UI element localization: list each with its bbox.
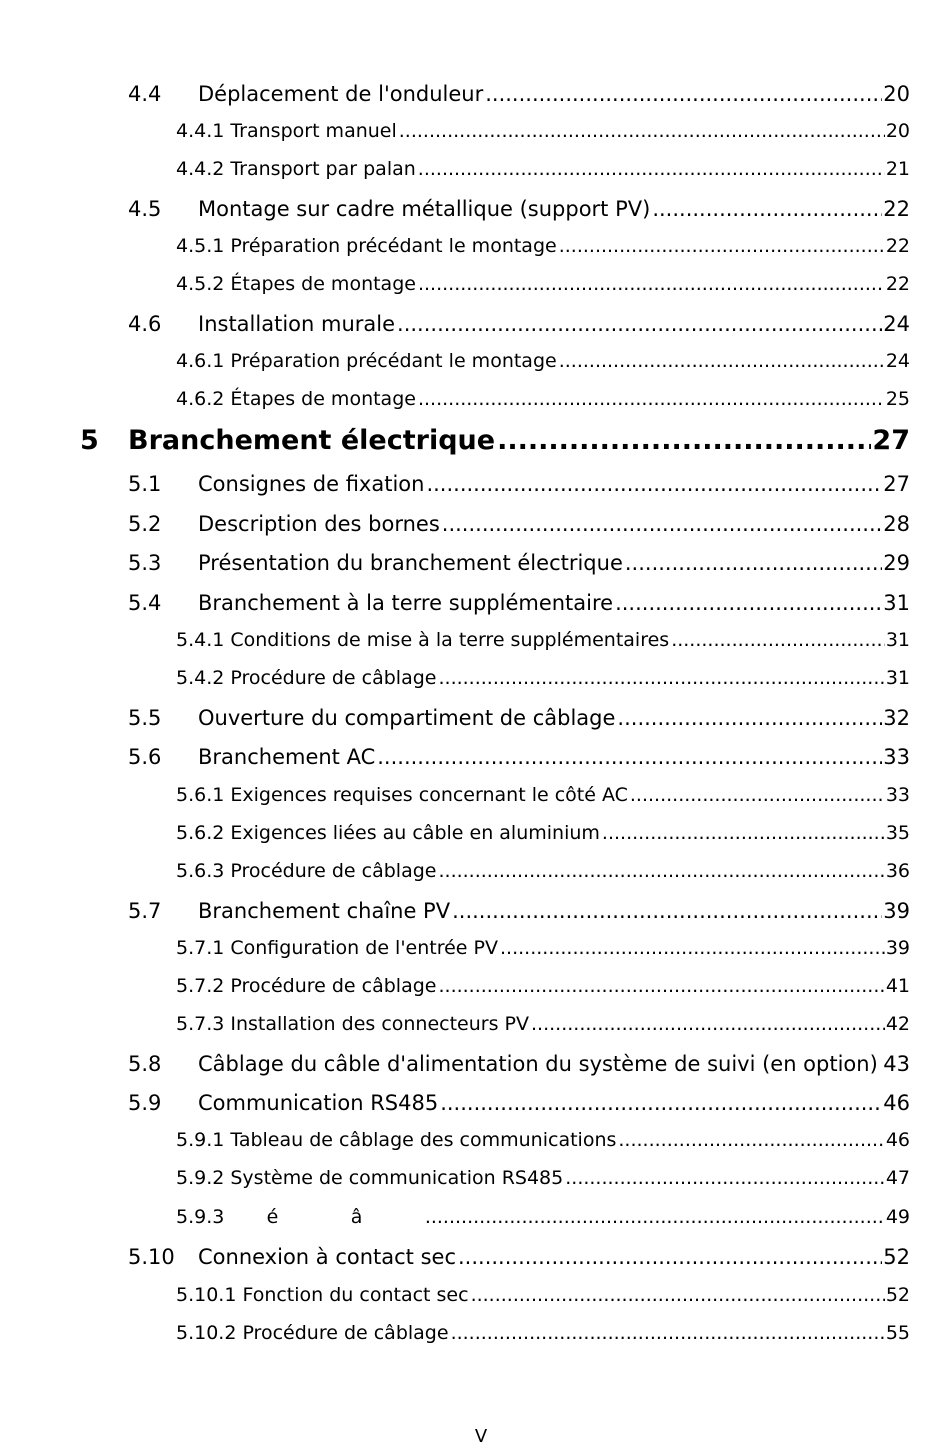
- toc-entry-title: Étapes de montage: [230, 273, 416, 295]
- toc-entry-title: Montage sur cadre métallique (support PV): [198, 197, 651, 221]
- toc-entry[interactable]: [176, 275, 910, 294]
- toc-entry-page: 22: [885, 273, 910, 295]
- toc-entry-number: 5.9.3: [176, 1206, 225, 1228]
- toc-entry-number: 5.10.2: [176, 1322, 237, 1344]
- toc-entry-title: Installation des connecteurs PV: [230, 1013, 529, 1035]
- toc-entry[interactable]: [128, 708, 910, 729]
- toc-dot-leader: [497, 427, 871, 454]
- toc-dot-leader: [602, 824, 885, 843]
- toc-entry-page: 27: [883, 472, 910, 496]
- toc-entry-page: 42: [885, 1013, 910, 1035]
- toc-entry[interactable]: [128, 747, 910, 768]
- toc-dot-leader: [438, 977, 884, 996]
- toc-entry[interactable]: [176, 786, 910, 805]
- toc-entry-number: 4.5: [128, 197, 162, 221]
- toc-entry-number: 5.7.3: [176, 1013, 225, 1035]
- toc-entry-page: 31: [885, 629, 910, 651]
- toc-entry-page: 43: [883, 1052, 910, 1076]
- toc-entry-number: 5.2: [128, 512, 162, 536]
- toc-entry-title: Câblage du câble d'alimentation du système de suivi (en option): [198, 1052, 878, 1076]
- toc-entry-number: 5.6.3: [176, 860, 225, 882]
- toc-entry-number: 5.6.2: [176, 822, 225, 844]
- toc-entry-number: 4.4.2: [176, 158, 225, 180]
- toc-entry[interactable]: [176, 939, 910, 958]
- toc-entry[interactable]: [128, 199, 910, 220]
- toc-entry-number: 5.3: [128, 551, 162, 575]
- toc-entry-page: 28: [883, 512, 910, 536]
- toc-dot-leader: [500, 939, 885, 958]
- toc-entry-number: 4.6.2: [176, 388, 225, 410]
- toc-entry-title: Branchement électrique: [128, 425, 496, 456]
- toc-entry[interactable]: [128, 553, 910, 574]
- toc-entry[interactable]: [80, 427, 910, 454]
- toc-entry-title: é â: [230, 1206, 423, 1228]
- toc-entry-title: Branchement AC: [198, 745, 376, 769]
- toc-entry-title: Procédure de câblage: [230, 860, 437, 882]
- toc-dot-leader: [531, 1015, 885, 1034]
- toc-entry-number: 4.4.1: [176, 120, 225, 142]
- toc-entry-number: 5.1: [128, 472, 162, 496]
- toc-entry-title: Préparation précédant le montage: [230, 350, 557, 372]
- toc-entry-title: Préparation précédant le montage: [230, 235, 557, 257]
- toc-entry-title: Exigences liées au câble en aluminium: [230, 822, 600, 844]
- toc-dot-leader: [485, 84, 882, 105]
- toc-entry-title: Consignes de fixation: [198, 472, 425, 496]
- toc-entry-number: 4.6: [128, 312, 162, 336]
- toc-entry-title: Présentation du branchement électrique: [198, 551, 623, 575]
- toc-dot-leader: [652, 199, 882, 220]
- toc-entry-title: Conditions de mise à la terre supplémentaires: [230, 629, 670, 651]
- toc-entry-title: Branchement chaîne PV: [198, 899, 451, 923]
- toc-entry-page: 20: [885, 120, 910, 142]
- toc-dot-leader: [618, 1131, 884, 1150]
- toc-dot-leader: [630, 786, 885, 805]
- toc-dot-leader: [399, 122, 885, 141]
- toc-entry-title: Transport par palan: [230, 158, 416, 180]
- toc-entry-number: 5.7.1: [176, 937, 225, 959]
- toc-entry-page: 33: [883, 745, 910, 769]
- toc-dot-leader: [880, 1054, 882, 1075]
- toc-dot-leader: [451, 1324, 885, 1343]
- toc-entry-page: 22: [883, 197, 910, 221]
- toc-entry-title: Procédure de câblage: [230, 975, 437, 997]
- toc-entry-page: 25: [885, 388, 910, 410]
- toc-entry[interactable]: [176, 977, 910, 996]
- toc-entry[interactable]: [128, 84, 910, 105]
- toc-dot-leader: [471, 1286, 885, 1305]
- toc-entry[interactable]: [176, 1131, 910, 1150]
- toc-entry-page: 24: [883, 312, 910, 336]
- toc-entry-page: 52: [883, 1245, 910, 1269]
- toc-entry-page: 52: [885, 1284, 910, 1306]
- toc-entry-page: 33: [885, 784, 910, 806]
- toc-entry-title: Système de communication RS485: [230, 1167, 564, 1189]
- toc-entry-number: 5.6.1: [176, 784, 225, 806]
- toc-entry[interactable]: [176, 1208, 910, 1227]
- toc-entry-title: Exigences requises concernant le côté AC: [230, 784, 628, 806]
- toc-entry[interactable]: [176, 862, 910, 881]
- toc-entry[interactable]: [176, 1015, 910, 1034]
- toc-dot-leader: [440, 1093, 882, 1114]
- toc-entry-page: 35: [885, 822, 910, 844]
- toc-entry-title: Déplacement de l'onduleur: [198, 82, 484, 106]
- toc-entry[interactable]: [176, 390, 910, 409]
- toc-entry[interactable]: [176, 1169, 910, 1188]
- toc-entry[interactable]: [176, 631, 910, 650]
- toc-entry-title: Ouverture du compartiment de câblage: [198, 706, 616, 730]
- toc-entry[interactable]: [176, 352, 910, 371]
- toc-entry-title: Tableau de câblage des communications: [230, 1129, 617, 1151]
- toc-entry[interactable]: [128, 474, 910, 495]
- toc-entry-title: Description des bornes: [198, 512, 440, 536]
- toc-entry-number: 5.10.1: [176, 1284, 237, 1306]
- toc-dot-leader: [418, 275, 885, 294]
- toc-entry-number: 5.4.1: [176, 629, 225, 651]
- toc-dot-leader: [438, 862, 884, 881]
- toc-entry-page: 29: [883, 551, 910, 575]
- toc-entry[interactable]: [176, 669, 910, 688]
- toc-entry-number: 5.5: [128, 706, 162, 730]
- toc-dot-leader: [617, 708, 882, 729]
- toc-entry-number: 5.7: [128, 899, 162, 923]
- toc-dot-leader: [425, 1208, 885, 1227]
- toc-dot-leader: [452, 901, 882, 922]
- toc-entry-title: Installation murale: [198, 312, 396, 336]
- toc-entry-page: 31: [883, 591, 910, 615]
- toc-dot-leader: [565, 1169, 885, 1188]
- toc-entry-page: 36: [885, 860, 910, 882]
- toc-dot-leader: [671, 631, 885, 650]
- toc-entry-number: 4.6.1: [176, 350, 225, 372]
- toc-entry-number: 5.8: [128, 1052, 162, 1076]
- toc-entry-number: 5: [80, 425, 99, 456]
- toc-entry[interactable]: [128, 314, 910, 335]
- toc-entry-number: 5.9: [128, 1091, 162, 1115]
- toc-entry-page: 32: [883, 706, 910, 730]
- toc-entry-page: 24: [885, 350, 910, 372]
- toc-entry-number: 4.5.2: [176, 273, 225, 295]
- toc-entry-number: 5.10: [128, 1245, 175, 1269]
- toc-entry-number: 5.4: [128, 591, 162, 615]
- toc-entry-title: Procédure de câblage: [242, 1322, 449, 1344]
- page-number: V: [474, 1426, 488, 1447]
- toc-dot-leader: [426, 474, 882, 495]
- toc-dot-leader: [377, 747, 882, 768]
- toc-entry-page: 39: [883, 899, 910, 923]
- toc-entry-number: 5.7.2: [176, 975, 225, 997]
- toc-entry-page: 41: [885, 975, 910, 997]
- toc-entry[interactable]: [128, 1093, 910, 1114]
- toc-entry-page: 46: [885, 1129, 910, 1151]
- toc-entry[interactable]: [128, 901, 910, 922]
- toc-entry-title: Transport manuel: [230, 120, 397, 142]
- toc-entry-page: 21: [885, 158, 910, 180]
- toc-entry[interactable]: [128, 514, 910, 535]
- toc-dot-leader: [418, 160, 885, 179]
- toc-entry-page: 20: [883, 82, 910, 106]
- toc-entry[interactable]: [176, 122, 910, 141]
- toc-entry-title: Connexion à contact sec: [198, 1245, 456, 1269]
- toc-dot-leader: [625, 553, 882, 574]
- toc-entry[interactable]: [128, 1054, 910, 1075]
- toc-entry[interactable]: [176, 1286, 910, 1305]
- toc-entry-number: 4.4: [128, 82, 162, 106]
- toc-dot-leader: [559, 352, 885, 371]
- toc-entry-page: 27: [872, 425, 910, 456]
- toc-dot-leader: [615, 593, 882, 614]
- toc-entry-page: 46: [883, 1091, 910, 1115]
- toc-entry-title: Fonction du contact sec: [242, 1284, 469, 1306]
- toc-entry[interactable]: [176, 237, 910, 256]
- toc-entry-page: 49: [885, 1206, 910, 1228]
- toc-entry-number: 5.9.1: [176, 1129, 225, 1151]
- toc-entry[interactable]: [176, 1324, 910, 1343]
- toc-entry-page: 39: [885, 937, 910, 959]
- toc-entry-number: 5.9.2: [176, 1167, 225, 1189]
- toc-entry-title: Branchement à la terre supplémentaire: [198, 591, 614, 615]
- toc-dot-leader: [559, 237, 885, 256]
- toc-dot-leader: [442, 514, 883, 535]
- toc-entry-title: Procédure de câblage: [230, 667, 437, 689]
- toc-entry[interactable]: [176, 160, 910, 179]
- toc-dot-leader: [438, 669, 884, 688]
- toc-dot-leader: [458, 1247, 882, 1268]
- toc-entry[interactable]: [176, 824, 910, 843]
- toc-entry-number: 4.5.1: [176, 235, 225, 257]
- toc-entry-page: 22: [885, 235, 910, 257]
- toc-entry-page: 47: [885, 1167, 910, 1189]
- toc-entry[interactable]: [128, 1247, 910, 1268]
- toc-entry-title: Communication RS485: [198, 1091, 439, 1115]
- toc-entry-title: Configuration de l'entrée PV: [230, 937, 498, 959]
- toc-entry-page: 31: [885, 667, 910, 689]
- toc-entry-title: Étapes de montage: [230, 388, 416, 410]
- toc-entry[interactable]: [128, 593, 910, 614]
- toc-entry-page: 55: [885, 1322, 910, 1344]
- toc-entry-number: 5.4.2: [176, 667, 225, 689]
- toc-dot-leader: [418, 390, 885, 409]
- toc-entry-number: 5.6: [128, 745, 162, 769]
- toc-dot-leader: [397, 314, 882, 335]
